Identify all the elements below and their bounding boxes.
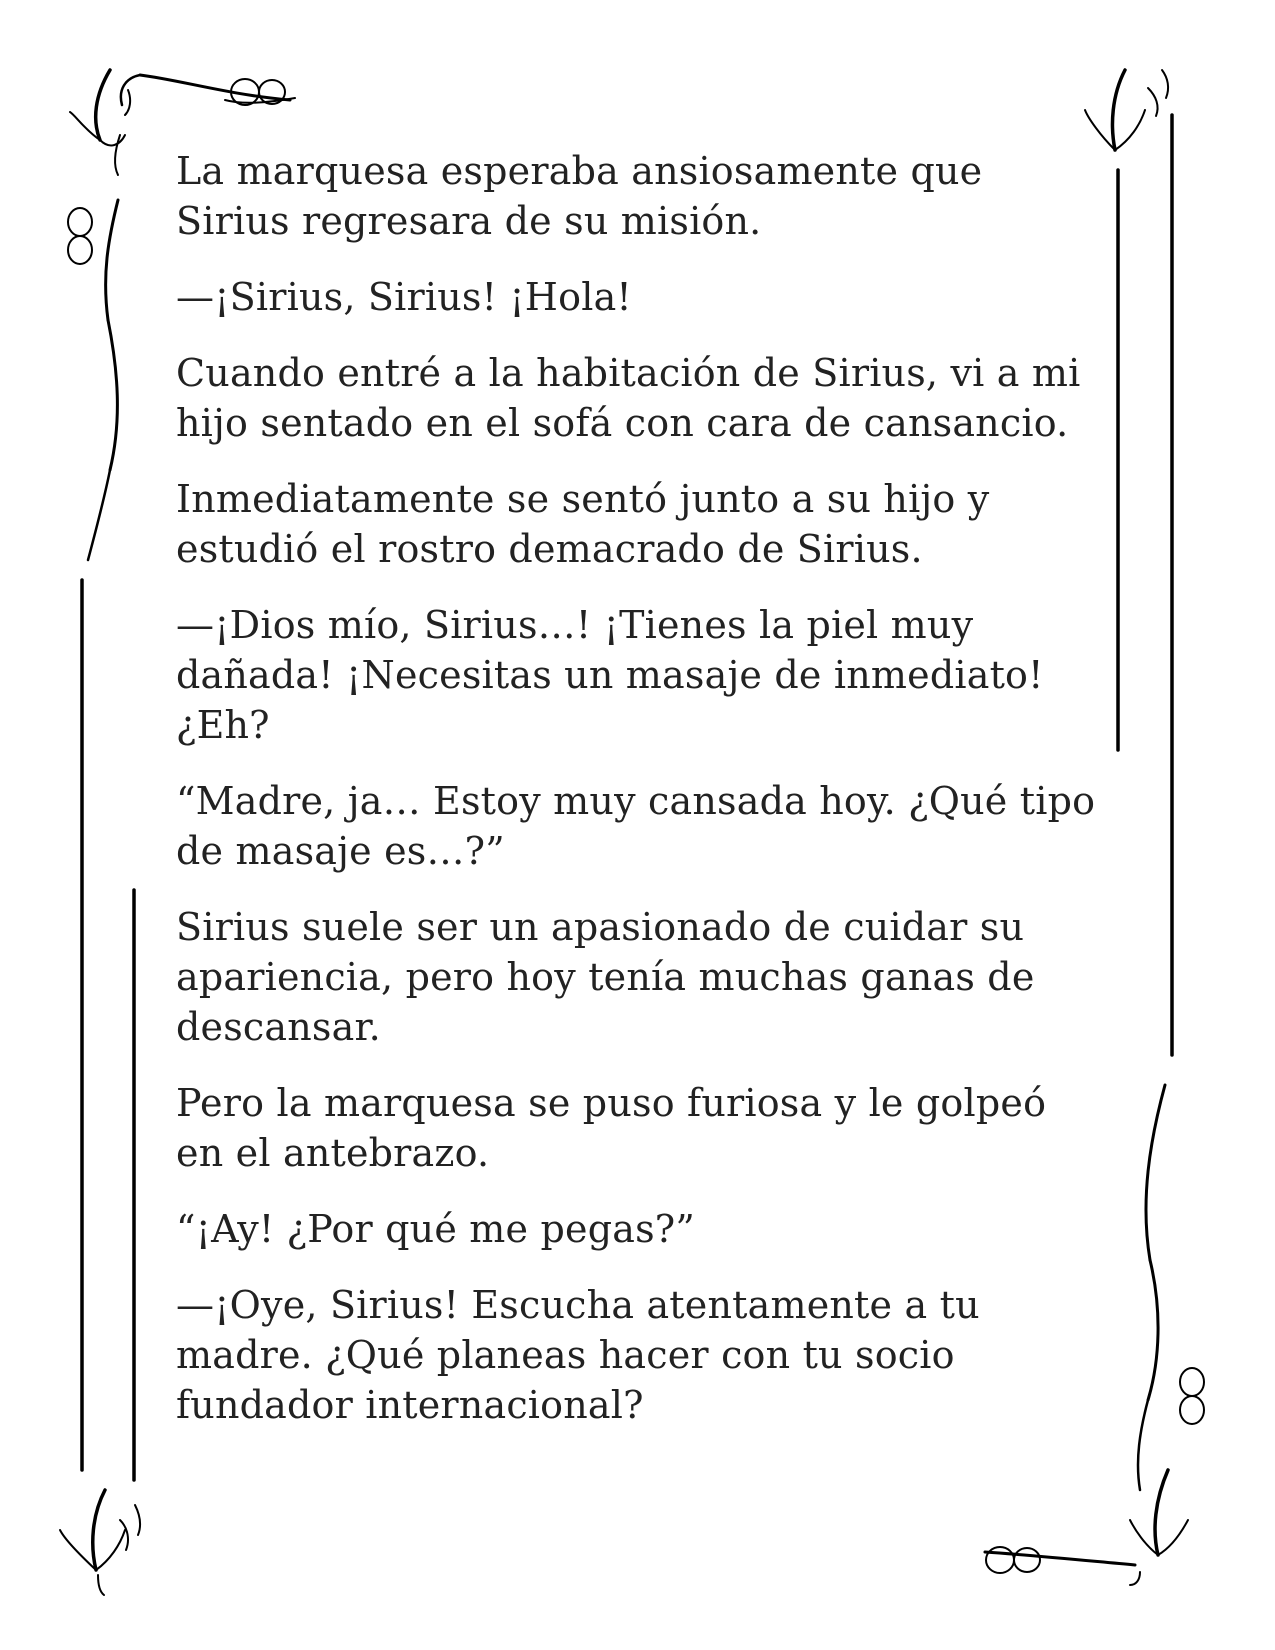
top-right-flourish xyxy=(1085,70,1168,150)
paragraph: La marquesa esperaba ansiosamente que Sirius regresara de su misión. xyxy=(176,149,983,243)
paragraph: —¡Oye, Sirius! Escucha atentamente a tu madre. ¿Qué planeas hacer con tu socio fundador internacional? xyxy=(176,1283,980,1427)
bottom-left-flourish xyxy=(60,1490,140,1595)
paragraph: “¡Ay! ¿Por qué me pegas?” xyxy=(176,1207,696,1251)
paragraph: Cuando entré a la habitación de Sirius, vi a mi hijo sentado en el sofá con cara de cansancio. xyxy=(176,351,1081,445)
paragraph: “Madre, ja… Estoy muy cansada hoy. ¿Qué tipo de masaje es…?” xyxy=(176,779,1096,873)
page-text xyxy=(176,146,1096,1456)
paragraph: —¡Sirius, Sirius! ¡Hola! xyxy=(176,275,632,319)
paragraph: Pero la marquesa se puso furiosa y le golpeó en el antebrazo. xyxy=(176,1081,1047,1175)
paragraph: Sirius suele ser un apasionado de cuidar su apariencia, pero hoy tenía muchas ganas de descansar. xyxy=(176,905,1035,1049)
paragraph: Inmediatamente se sentó junto a su hijo y estudió el rostro demacrado de Sirius. xyxy=(176,477,990,571)
paragraph: —¡Dios mío, Sirius…! ¡Tienes la piel muy dañada! ¡Necesitas un masaje de inmediato! ¿Eh? xyxy=(176,603,1044,747)
